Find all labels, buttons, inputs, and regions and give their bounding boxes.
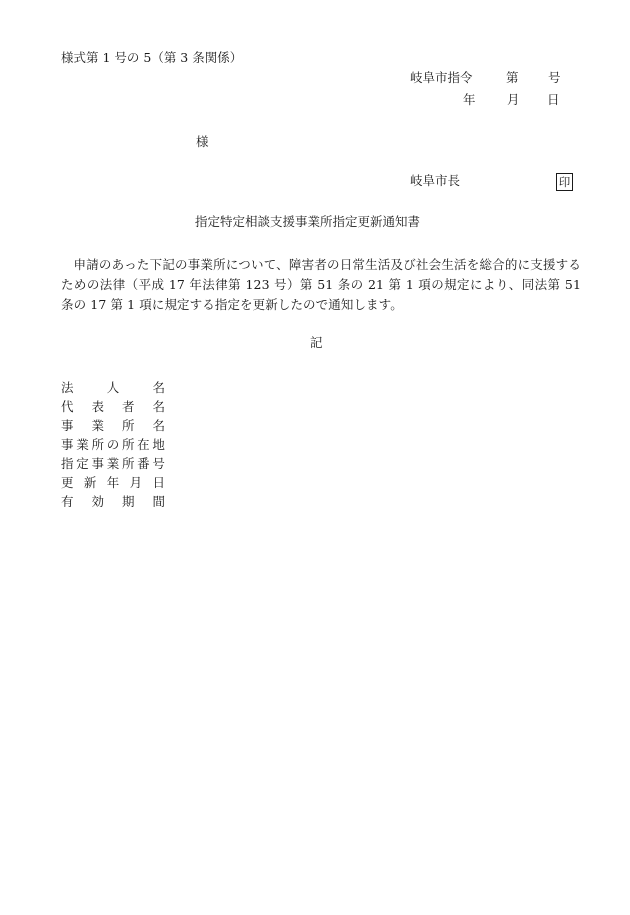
field-label-char: 法 <box>61 380 74 395</box>
document-title: 指定特定相談支援事業所指定更新通知書 <box>195 214 421 229</box>
addressee-suffix: 様 <box>196 134 209 149</box>
field-label-char: 事 <box>91 456 104 471</box>
field-label <box>61 435 165 454</box>
directive-number-line <box>410 72 580 88</box>
field-label-char: 事 <box>61 437 74 452</box>
field-label-char: 者 <box>121 399 135 414</box>
field-label-char: 業 <box>91 418 104 433</box>
field-label <box>61 473 165 492</box>
date-month-label: 月 <box>507 92 520 107</box>
field-label <box>61 492 165 511</box>
field-label-char: 人 <box>106 380 120 395</box>
field-label-char: 有 <box>61 494 74 509</box>
field-label-char: 地 <box>152 437 165 452</box>
field-label-char: 表 <box>91 399 104 414</box>
field-label-char: 日 <box>152 475 165 490</box>
directive-prefix: 岐阜市指令 <box>410 70 473 85</box>
info-field-list <box>61 378 165 511</box>
field-label-char: 名 <box>152 380 165 395</box>
field-label-char: 指 <box>61 456 74 471</box>
field-label-char: 期 <box>121 494 135 509</box>
field-label-char: 事 <box>61 418 74 433</box>
field-label-char: 代 <box>61 399 74 414</box>
field-label-char: 更 <box>61 475 74 490</box>
field-label-char: 効 <box>91 494 104 509</box>
field-label-char: 所 <box>91 437 104 452</box>
field-label-char: 所 <box>121 456 135 471</box>
issuer-name: 岐阜市長 <box>410 173 461 188</box>
field-label-char: 年 <box>106 475 120 490</box>
date-day-label: 日 <box>547 92 560 107</box>
seal-box: 印 <box>556 173 573 191</box>
field-label-char: 業 <box>76 437 89 452</box>
field-label-char: 月 <box>129 475 143 490</box>
field-label-char: 在 <box>137 437 150 452</box>
field-label-char: 業 <box>106 456 120 471</box>
field-label-char: 名 <box>152 418 165 433</box>
field-label-char: 名 <box>152 399 165 414</box>
field-label-char: 番 <box>137 456 150 471</box>
date-year-label: 年 <box>463 92 476 107</box>
field-label-char: 定 <box>76 456 89 471</box>
field-label-char: 間 <box>152 494 165 509</box>
field-label <box>61 397 165 416</box>
issuer-line <box>410 175 575 195</box>
field-label-char: の <box>106 437 120 452</box>
directive-dai-label: 第 <box>506 70 519 85</box>
field-label <box>61 454 165 473</box>
field-label-char: 新 <box>83 475 97 490</box>
body-paragraph: 申請のあった下記の事業所について、障害者の日常生活及び社会生活を総合的に支援するための法律（平成 17 年法律第 123 号）第 51 条の 21 第 1 項の規定により、同法第 51 条の 17 第 1 項に規定する指定を更新したので通知します。 <box>61 257 581 312</box>
field-label <box>61 378 165 397</box>
field-label-char: 所 <box>121 418 135 433</box>
field-label <box>61 416 165 435</box>
date-line <box>463 94 573 110</box>
field-label-char: 所 <box>121 437 135 452</box>
ki-label: 記 <box>310 335 323 350</box>
field-label-char: 号 <box>152 456 165 471</box>
form-number: 様式第 1 号の 5（第 3 条関係） <box>61 50 243 65</box>
directive-go-label: 号 <box>548 70 561 85</box>
